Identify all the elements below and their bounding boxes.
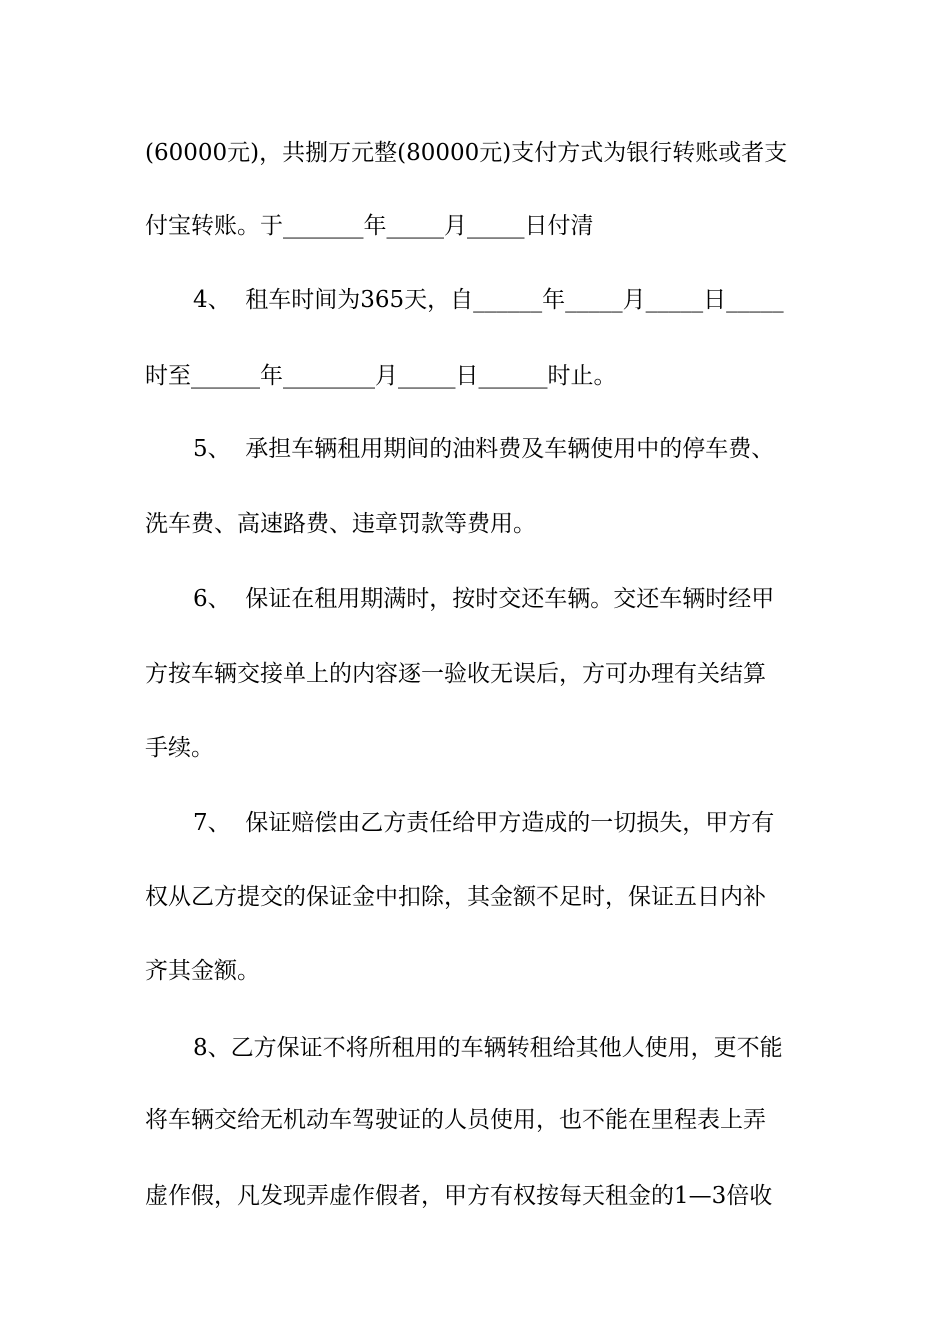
text-line: 7、 保证赔偿由乙方责任给甲方造成的一切损失，甲方有 bbox=[193, 810, 775, 836]
text-line: 将车辆交给无机动车驾驶证的人员使用，也不能在里程表上弄 bbox=[145, 1107, 766, 1133]
text-line: 虚作假，凡发现弄虚作假者，甲方有权按每天租金的1—3倍收 bbox=[145, 1183, 773, 1209]
text-line: 手续。 bbox=[145, 735, 214, 761]
text-line: 8、乙方保证不将所租用的车辆转租给其他人使用，更不能 bbox=[193, 1035, 783, 1061]
text-line: 洗车费、高速路费、违章罚款等费用。 bbox=[145, 511, 536, 537]
text-line: 时至______年________月_____日______时止。 bbox=[145, 363, 617, 389]
text-line: 方按车辆交接单上的内容逐一验收无误后，方可办理有关结算 bbox=[145, 661, 766, 687]
text-line: 5、 承担车辆租用期间的油料费及车辆使用中的停车费、 bbox=[193, 436, 775, 462]
text-line: 6、 保证在租用期满时，按时交还车辆。交还车辆时经甲 bbox=[193, 586, 775, 612]
text-line: 齐其金额。 bbox=[145, 958, 260, 984]
text-line: (60000元)，共捌万元整(80000元)支付方式为银行转账或者支 bbox=[145, 140, 788, 166]
text-line: 4、 租车时间为365天，自______年_____月_____日_____ bbox=[193, 287, 784, 313]
text-line: 权从乙方提交的保证金中扣除，其金额不足时，保证五日内补 bbox=[145, 884, 766, 910]
text-line: 付宝转账。于_______年_____月_____日付清 bbox=[145, 213, 594, 239]
